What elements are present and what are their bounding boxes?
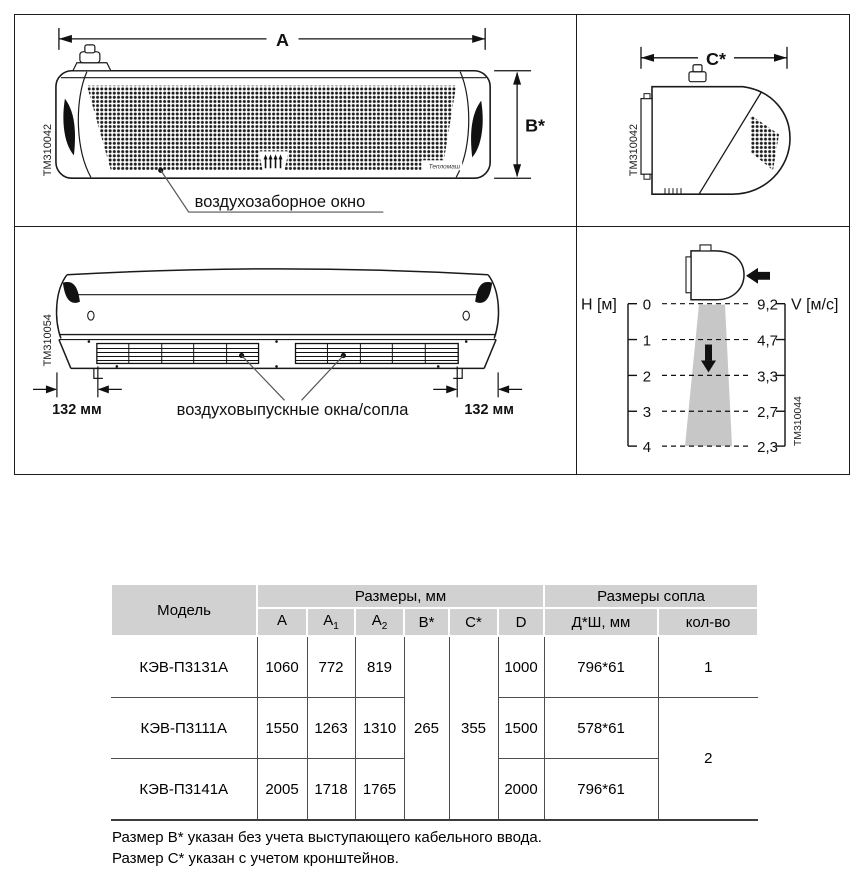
front-view-drawing bbox=[15, 15, 576, 226]
col-a1-sub: 1 bbox=[333, 621, 339, 632]
h-axis-label: H [м] bbox=[581, 296, 617, 314]
dim-c-arrow-right bbox=[774, 54, 787, 62]
cell-a-1: 1060 bbox=[257, 636, 307, 698]
cell-nozzle-1: 796*61 bbox=[544, 636, 658, 698]
v-value-0: 9,2 bbox=[757, 296, 779, 314]
panel-bottom-view bbox=[15, 227, 577, 474]
h-tick-3: 3 bbox=[642, 404, 652, 422]
panel-front-view bbox=[15, 15, 577, 227]
spec-table-wrapper bbox=[110, 583, 757, 821]
drawing-code-airflow: ТМ310044 bbox=[792, 396, 805, 447]
intake-window-label: воздухозаборное окно bbox=[194, 193, 366, 212]
v-value-2: 3,3 bbox=[757, 368, 779, 386]
dim-a-label: A bbox=[276, 29, 290, 50]
header-model: Модель bbox=[111, 584, 257, 636]
cell-d-1: 1000 bbox=[498, 636, 544, 698]
v-axis-label: V [м/с] bbox=[791, 296, 839, 314]
unit-icon bbox=[686, 245, 744, 300]
v-value-1: 4,7 bbox=[757, 332, 779, 350]
cell-qty-merged: 2 bbox=[658, 698, 758, 821]
header-col-qty: кол-во bbox=[658, 608, 758, 636]
h-tick-1: 1 bbox=[642, 332, 652, 350]
cell-a-2: 1550 bbox=[257, 698, 307, 759]
drawing-code-front: ТМ310042 bbox=[41, 123, 54, 177]
dim-c-label: C* bbox=[706, 48, 726, 69]
spec-table bbox=[110, 583, 759, 821]
brand-logo-text: Тепломаш bbox=[428, 163, 461, 171]
col-a2-sub: 2 bbox=[381, 621, 388, 632]
table-row bbox=[111, 636, 758, 698]
col-b-base: B* bbox=[418, 613, 435, 631]
col-c-base: C* bbox=[465, 613, 482, 631]
louver-banks bbox=[97, 344, 458, 364]
dim-b-arrow-bottom bbox=[513, 164, 521, 177]
note-c: Размер C* указан с учетом кронштейнов. bbox=[112, 849, 399, 867]
cell-nozzle-3: 796*61 bbox=[544, 759, 658, 821]
drawing-frame bbox=[14, 14, 850, 475]
cell-model-2: КЭВ-П3111А bbox=[111, 698, 257, 759]
cell-qty-1: 1 bbox=[658, 636, 758, 698]
intake-arrow bbox=[746, 268, 770, 284]
side-view-drawing bbox=[577, 15, 849, 226]
dim-a-arrow-left bbox=[59, 35, 72, 43]
note-b: Размер B* указан без учета выступающего кабельного ввода. bbox=[112, 829, 542, 846]
header-col-c bbox=[449, 608, 498, 636]
panel-side-view bbox=[577, 15, 849, 227]
header-col-d bbox=[498, 608, 544, 636]
h-scale bbox=[628, 304, 637, 446]
cell-nozzle-2: 578*61 bbox=[544, 698, 658, 759]
cell-model-3: КЭВ-П3141А bbox=[111, 759, 257, 821]
cell-a2-2: 1310 bbox=[355, 698, 404, 759]
outlet-windows-label: воздуховыпускные окна/сопла bbox=[176, 401, 409, 420]
v-value-3: 2,7 bbox=[757, 404, 779, 422]
dim-b-arrow-top bbox=[513, 72, 521, 85]
airflow-chart bbox=[577, 227, 849, 474]
dim-a-arrow-right bbox=[472, 35, 485, 43]
col-a-base: A bbox=[276, 612, 287, 629]
outlet-leader-left bbox=[242, 355, 285, 400]
dim-132-right-label: 132 мм bbox=[464, 402, 514, 419]
col-d-base: D bbox=[515, 613, 527, 631]
col-a2-base: A bbox=[371, 612, 382, 629]
cell-a1-1: 772 bbox=[307, 636, 355, 698]
header-nozzle-group: Размеры сопла bbox=[544, 584, 758, 608]
dim-b-label: B* bbox=[525, 115, 546, 136]
header-col-a1 bbox=[307, 608, 355, 636]
panel-airflow-chart bbox=[577, 227, 849, 474]
cell-a2-1: 819 bbox=[355, 636, 404, 698]
cell-a-3: 2005 bbox=[257, 759, 307, 821]
header-col-a2 bbox=[355, 608, 404, 636]
dim-132-left-label: 132 мм bbox=[52, 402, 102, 419]
col-a1-base: A bbox=[323, 612, 334, 629]
footnotes bbox=[112, 828, 542, 869]
bottom-right-vent bbox=[475, 282, 492, 303]
cell-model-1: КЭВ-П3131А bbox=[111, 636, 257, 698]
cell-d-2: 1500 bbox=[498, 698, 544, 759]
header-dimensions-group: Размеры, мм bbox=[257, 584, 544, 608]
header-col-nozzle-size: Д*Ш, мм bbox=[544, 608, 658, 636]
bottom-view-drawing bbox=[15, 227, 576, 474]
h-tick-2: 2 bbox=[642, 368, 652, 386]
header-col-b bbox=[404, 608, 449, 636]
bottom-left-vent bbox=[63, 282, 80, 303]
vent-symbol bbox=[259, 151, 289, 170]
v-value-4: 2,3 bbox=[757, 439, 779, 457]
h-tick-0: 0 bbox=[642, 296, 652, 314]
cell-d-3: 2000 bbox=[498, 759, 544, 821]
cell-b-merged: 265 bbox=[404, 636, 449, 820]
header-col-a bbox=[257, 608, 307, 636]
cell-a1-2: 1263 bbox=[307, 698, 355, 759]
dim-c-arrow-left bbox=[641, 54, 654, 62]
drawing-code-side: ТМ310042 bbox=[627, 123, 641, 177]
cell-a1-3: 1718 bbox=[307, 759, 355, 821]
drawing-code-bottom: ТМ310054 bbox=[41, 314, 54, 367]
cell-a2-3: 1765 bbox=[355, 759, 404, 821]
h-tick-4: 4 bbox=[642, 439, 652, 457]
cell-c-merged: 355 bbox=[449, 636, 498, 820]
